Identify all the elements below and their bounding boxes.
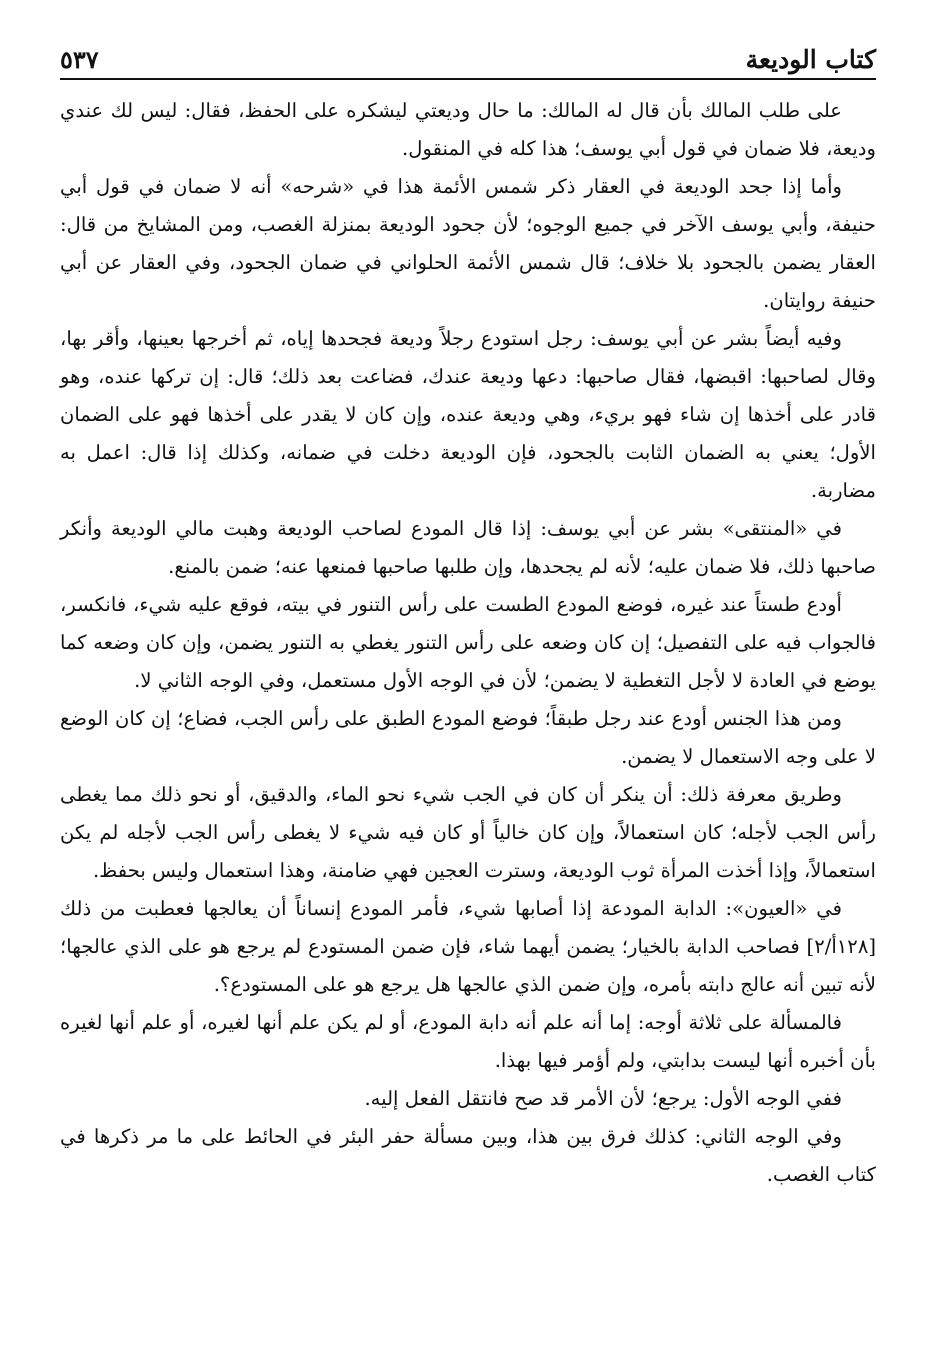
chapter-title: كتاب الوديعة [745, 45, 876, 74]
paragraph: ومن هذا الجنس أودع عند رجل طبقاً؛ فوضع المودع الطبق على رأس الجب، فضاع؛ إن كان الوضع لا على وجه الاستعمال لا يضمن. [60, 707, 876, 768]
paragraph: وفي الوجه الثاني: كذلك فرق بين هذا، وبين مسألة حفر البئر في الحائط على ما مر ذكرها في كتاب الغصب. [60, 1125, 876, 1186]
paragraph: أودع طستاً عند غيره، فوضع المودع الطست على رأس التنور في بيته، فوقع عليه شيء، فانكسر، فالجواب فيه على التفصيل؛ إن كان وضعه على رأس التنور يغطي به التنور يضمن، وإن كان وضعه كما يوضع في العادة لا لأجل التغطية لا يضمن؛ لأن في الوجه الأول مستعمل، وفي الوجه الثاني لا. [60, 593, 876, 692]
paragraph: ففي الوجه الأول: يرجع؛ لأن الأمر قد صح فانتقل الفعل إليه. [364, 1087, 842, 1110]
paragraph: وفيه أيضاً بشر عن أبي يوسف: رجل استودع رجلاً وديعة فجحدها إياه، ثم أخرجها بعينها، وأقر بها، وقال لصاحبها: اقبضها، فقال صاحبها: دعها وديعة عندك، فضاعت بعد ذلك؛ قال: إن تركها عنده، وهو قادر على أخذها إن شاء فهو بريء، وهي وديعة عنده، وإن كان لا يقدر على أخذها فهو على الضمان الأول؛ يعني به الضمان الثابت بالجحود، فإن الوديعة دخلت في ضمانه، وكذلك إذا قال: اعمل به مضاربة. [60, 327, 876, 502]
paragraph: فالمسألة على ثلاثة أوجه: إما أنه علم أنه دابة المودع، أو لم يكن علم أنها لغيره، أو علم أنها لغيره بأن أخبره أنها ليست بدابتي، ولم أؤمر فيها بهذا. [60, 1011, 876, 1072]
document-page [60, 34, 876, 1349]
paragraph: في «العيون»: الدابة المودعة إذا أصابها شيء، فأمر المودع إنساناً أن يعالجها فعطبت من ذلك [١٢٨أ/٢] فصاحب الدابة بالخيار؛ يضمن أيهما شاء، فإن ضمن المستودع لم يرجع هو على الذي عالجها؛ لأنه تبين أنه عالج دابته بأمره، وإن ضمن الذي عالجها هل يرجع هو على المستودع؟. [60, 897, 876, 996]
paragraph: على طلب المالك بأن قال له المالك: ما حال وديعتي ليشكره على الحفظ، فقال: ليس لك عندي وديعة، فلا ضمان في قول أبي يوسف؛ هذا كله في المنقول. [60, 99, 876, 160]
paragraph: في «المنتقى» بشر عن أبي يوسف: إذا قال المودع لصاحب الوديعة وهبت مالي الوديعة وأنكر صاحبها ذلك، فلا ضمان عليه؛ لأنه لم يجحدها، وإن طلبها صاحبها فمنعها عنه؛ ضمن بالمنع. [60, 517, 876, 578]
body-text [60, 92, 876, 1194]
paragraph: وطريق معرفة ذلك: أن ينكر أن كان في الجب شيء نحو الماء، والدقيق، أو نحو ذلك مما يغطى رأس الجب لأجله؛ كان استعمالاً، وإن كان خالياً أو كان فيه شيء لا يغطى رأس الجب لأجله لم يكن استعمالاً، وإذا أخذت المرأة ثوب الوديعة، وسترت العجين فهي ضامنة، وهذا استعمال وليس بحفظ. [60, 783, 876, 882]
page-number: ٥٣٧ [60, 45, 99, 74]
paragraph: وأما إذا جحد الوديعة في العقار ذكر شمس الأئمة هذا في «شرحه» أنه لا ضمان في قول أبي حنيفة، وأبي يوسف الآخر في جميع الوجوه؛ لأن جحود الوديعة بمنزلة الغصب، ومن المشايخ من قال: العقار يضمن بالجحود بلا خلاف؛ قال شمس الأئمة الحلواني في ضمان الجحود، وفي العقار عن أبي حنيفة روايتان. [60, 175, 876, 312]
page-header [60, 34, 876, 80]
